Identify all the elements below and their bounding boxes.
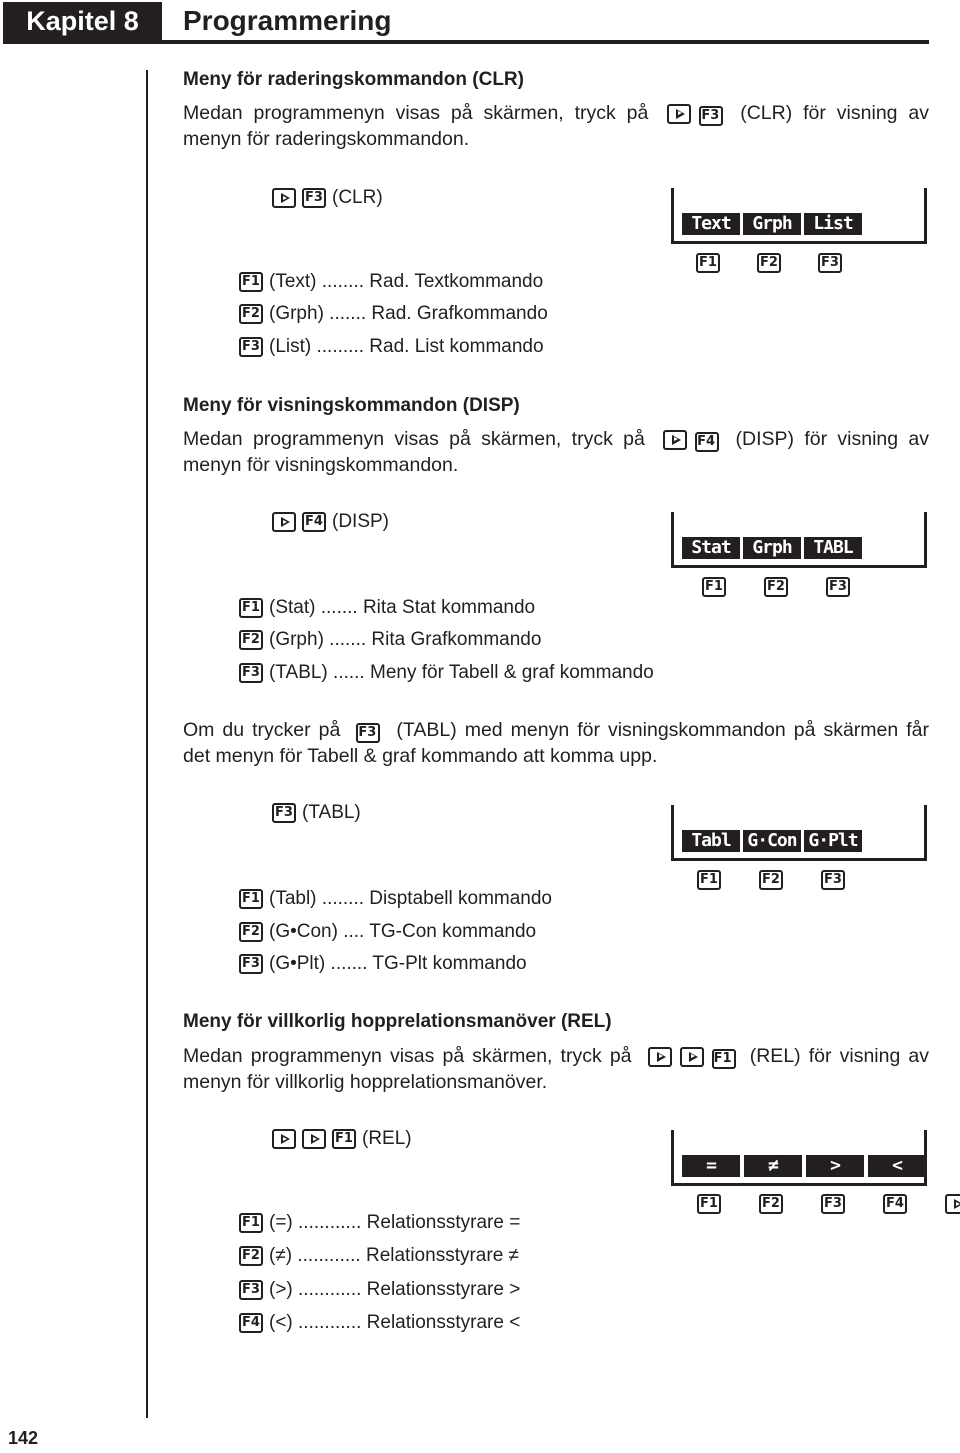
function-key-icon: F3 xyxy=(818,253,842,273)
screen-tab: < xyxy=(868,1155,926,1177)
rel-paragraph xyxy=(183,1043,929,1095)
function-key-icon: F3 xyxy=(699,106,723,126)
disp-item xyxy=(239,596,535,620)
right-arrow-key-icon xyxy=(667,104,691,124)
function-key-icon: F3 xyxy=(239,663,263,683)
right-arrow-key-icon xyxy=(272,188,296,208)
screen-tab: ≠ xyxy=(744,1155,802,1177)
disp-screen-keys xyxy=(702,577,850,597)
function-key-icon: F2 xyxy=(759,1194,783,1214)
rel-item-text: (=) ............ Relationsstyrare = xyxy=(269,1212,521,1233)
function-key-icon: F3 xyxy=(302,188,326,208)
function-key-icon: F1 xyxy=(239,598,263,618)
function-key-icon: F2 xyxy=(757,253,781,273)
function-key-icon: F3 xyxy=(826,577,850,597)
disp-seq-label: (DISP) xyxy=(332,511,389,532)
function-key-icon: F1 xyxy=(702,577,726,597)
clr-item-text: (List) ......... Rad. List kommando xyxy=(269,336,544,357)
function-key-icon: F4 xyxy=(695,432,719,452)
clr-seq-label: (CLR) xyxy=(332,187,383,208)
function-key-icon: F3 xyxy=(239,1280,263,1300)
function-key-icon: F3 xyxy=(272,803,296,823)
screen-tab: Grph xyxy=(743,537,801,559)
tabl-key-sequence xyxy=(272,801,361,825)
tabl-item xyxy=(239,887,552,911)
function-key-icon: F2 xyxy=(239,630,263,650)
disp-heading: Meny för visningskommandon (DISP) xyxy=(183,395,520,416)
tabl-item xyxy=(239,920,536,944)
function-key-icon: F1 xyxy=(239,272,263,292)
screen-tab: Text xyxy=(682,213,740,235)
function-key-icon: F3 xyxy=(239,954,263,974)
tabl-paragraph xyxy=(183,717,929,769)
right-arrow-key-icon xyxy=(945,1194,960,1214)
screen-tab: G·Plt xyxy=(804,830,862,852)
rel-heading: Meny för villkorlig hopprelationsmanöver (REL) xyxy=(183,1011,612,1032)
rel-item xyxy=(239,1278,520,1302)
function-key-icon: F2 xyxy=(239,1246,263,1266)
function-key-icon: F1 xyxy=(239,889,263,909)
disp-key-sequence xyxy=(272,510,389,534)
screen-tab: Stat xyxy=(682,537,740,559)
right-arrow-key-icon xyxy=(648,1047,672,1067)
disp-item-text: (Grph) ....... Rita Grafkommando xyxy=(269,629,542,650)
screen-tab: > xyxy=(806,1155,864,1177)
rel-item-text: (<) ............ Relationsstyrare < xyxy=(269,1312,521,1333)
rel-para-after: (REL) för visning av menyn för villkorlig hopprelationsmanöver. xyxy=(183,1045,930,1093)
screen-tab: Grph xyxy=(743,213,801,235)
right-arrow-key-icon xyxy=(302,1129,326,1149)
function-key-icon: F2 xyxy=(764,577,788,597)
screen-tab: = xyxy=(682,1155,740,1177)
function-key-icon: F1 xyxy=(697,870,721,890)
rel-screen xyxy=(671,1130,927,1186)
function-key-icon: F3 xyxy=(821,1194,845,1214)
disp-item xyxy=(239,628,541,652)
margin-rule xyxy=(146,70,148,1418)
tabl-item-text: (G•Con) .... TG-Con kommando xyxy=(269,921,537,942)
screen-tab: G·Con xyxy=(743,830,801,852)
screen-tab: Tabl xyxy=(682,830,740,852)
tabl-item-text: (G•Plt) ....... TG-Plt kommando xyxy=(269,953,527,974)
function-key-icon: F3 xyxy=(239,337,263,357)
disp-para-after: (DISP) för visning av menyn för visningskommandon. xyxy=(183,428,930,476)
clr-para-after: (CLR) för visning av menyn för raderingskommandon. xyxy=(183,102,930,150)
screen-tab: TABL xyxy=(804,537,862,559)
disp-paragraph xyxy=(183,426,929,478)
tabl-para-after: (TABL) med menyn för visningskommandon på skärmen får det menyn för Tabell & graf kommando att komma upp. xyxy=(183,719,929,767)
rel-item-text: (≠) ............ Relationsstyrare ≠ xyxy=(269,1245,519,1266)
header-rule xyxy=(3,40,929,44)
function-key-icon: F3 xyxy=(356,723,380,743)
tabl-screen-keys xyxy=(697,870,845,890)
clr-item xyxy=(239,302,548,326)
chapter-title: Programmering xyxy=(183,5,392,36)
tabl-para-before: Om du trycker på xyxy=(183,719,341,741)
clr-item-text: (Grph) ....... Rad. Grafkommando xyxy=(269,303,548,324)
function-key-icon: F2 xyxy=(759,870,783,890)
clr-screen-keys xyxy=(696,253,842,273)
rel-item xyxy=(239,1311,520,1335)
tabl-screen xyxy=(671,805,927,861)
disp-screen xyxy=(671,512,927,568)
rel-item xyxy=(239,1244,519,1268)
function-key-icon: F3 xyxy=(821,870,845,890)
function-key-icon: F1 xyxy=(332,1129,356,1149)
rel-item xyxy=(239,1211,520,1235)
function-key-icon: F4 xyxy=(302,512,326,532)
clr-paragraph xyxy=(183,100,929,152)
right-arrow-key-icon xyxy=(663,430,687,450)
page-number: 142 xyxy=(8,1428,39,1448)
function-key-icon: F2 xyxy=(239,922,263,942)
tabl-item xyxy=(239,952,527,976)
disp-item-text: (TABL) ...... Meny för Tabell & graf kommando xyxy=(269,662,654,683)
function-key-icon: F1 xyxy=(239,1213,263,1233)
rel-seq-label: (REL) xyxy=(362,1128,412,1149)
function-key-icon: F1 xyxy=(712,1049,736,1069)
disp-item xyxy=(239,661,654,685)
clr-heading: Meny för raderingskommandon (CLR) xyxy=(183,69,524,90)
clr-key-sequence xyxy=(272,186,383,210)
tabl-item-text: (Tabl) ........ Disptabell kommando xyxy=(269,888,552,909)
clr-para-before: Medan programmenyn visas på skärmen, tryck på xyxy=(183,102,649,124)
disp-item-text: (Stat) ....... Rita Stat kommando xyxy=(269,597,536,618)
chapter-label: Kapitel 8 xyxy=(3,2,162,40)
clr-item-text: (Text) ........ Rad. Textkommando xyxy=(269,271,544,292)
right-arrow-key-icon xyxy=(272,1129,296,1149)
tabl-seq-label: (TABL) xyxy=(302,802,361,823)
rel-screen-keys xyxy=(697,1194,960,1214)
right-arrow-key-icon xyxy=(272,512,296,532)
function-key-icon: F2 xyxy=(239,304,263,324)
function-key-icon: F1 xyxy=(696,253,720,273)
rel-para-before: Medan programmenyn visas på skärmen, tryck på xyxy=(183,1045,632,1067)
function-key-icon: F4 xyxy=(239,1313,263,1333)
rel-key-sequence xyxy=(272,1127,412,1151)
function-key-icon: F4 xyxy=(883,1194,907,1214)
clr-item xyxy=(239,335,544,359)
disp-para-before: Medan programmenyn visas på skärmen, tryck på xyxy=(183,428,645,450)
clr-item xyxy=(239,270,543,294)
clr-screen xyxy=(671,188,927,244)
function-key-icon: F1 xyxy=(697,1194,721,1214)
screen-tab: List xyxy=(804,213,862,235)
right-arrow-key-icon xyxy=(680,1047,704,1067)
rel-item-text: (>) ............ Relationsstyrare > xyxy=(269,1279,521,1300)
